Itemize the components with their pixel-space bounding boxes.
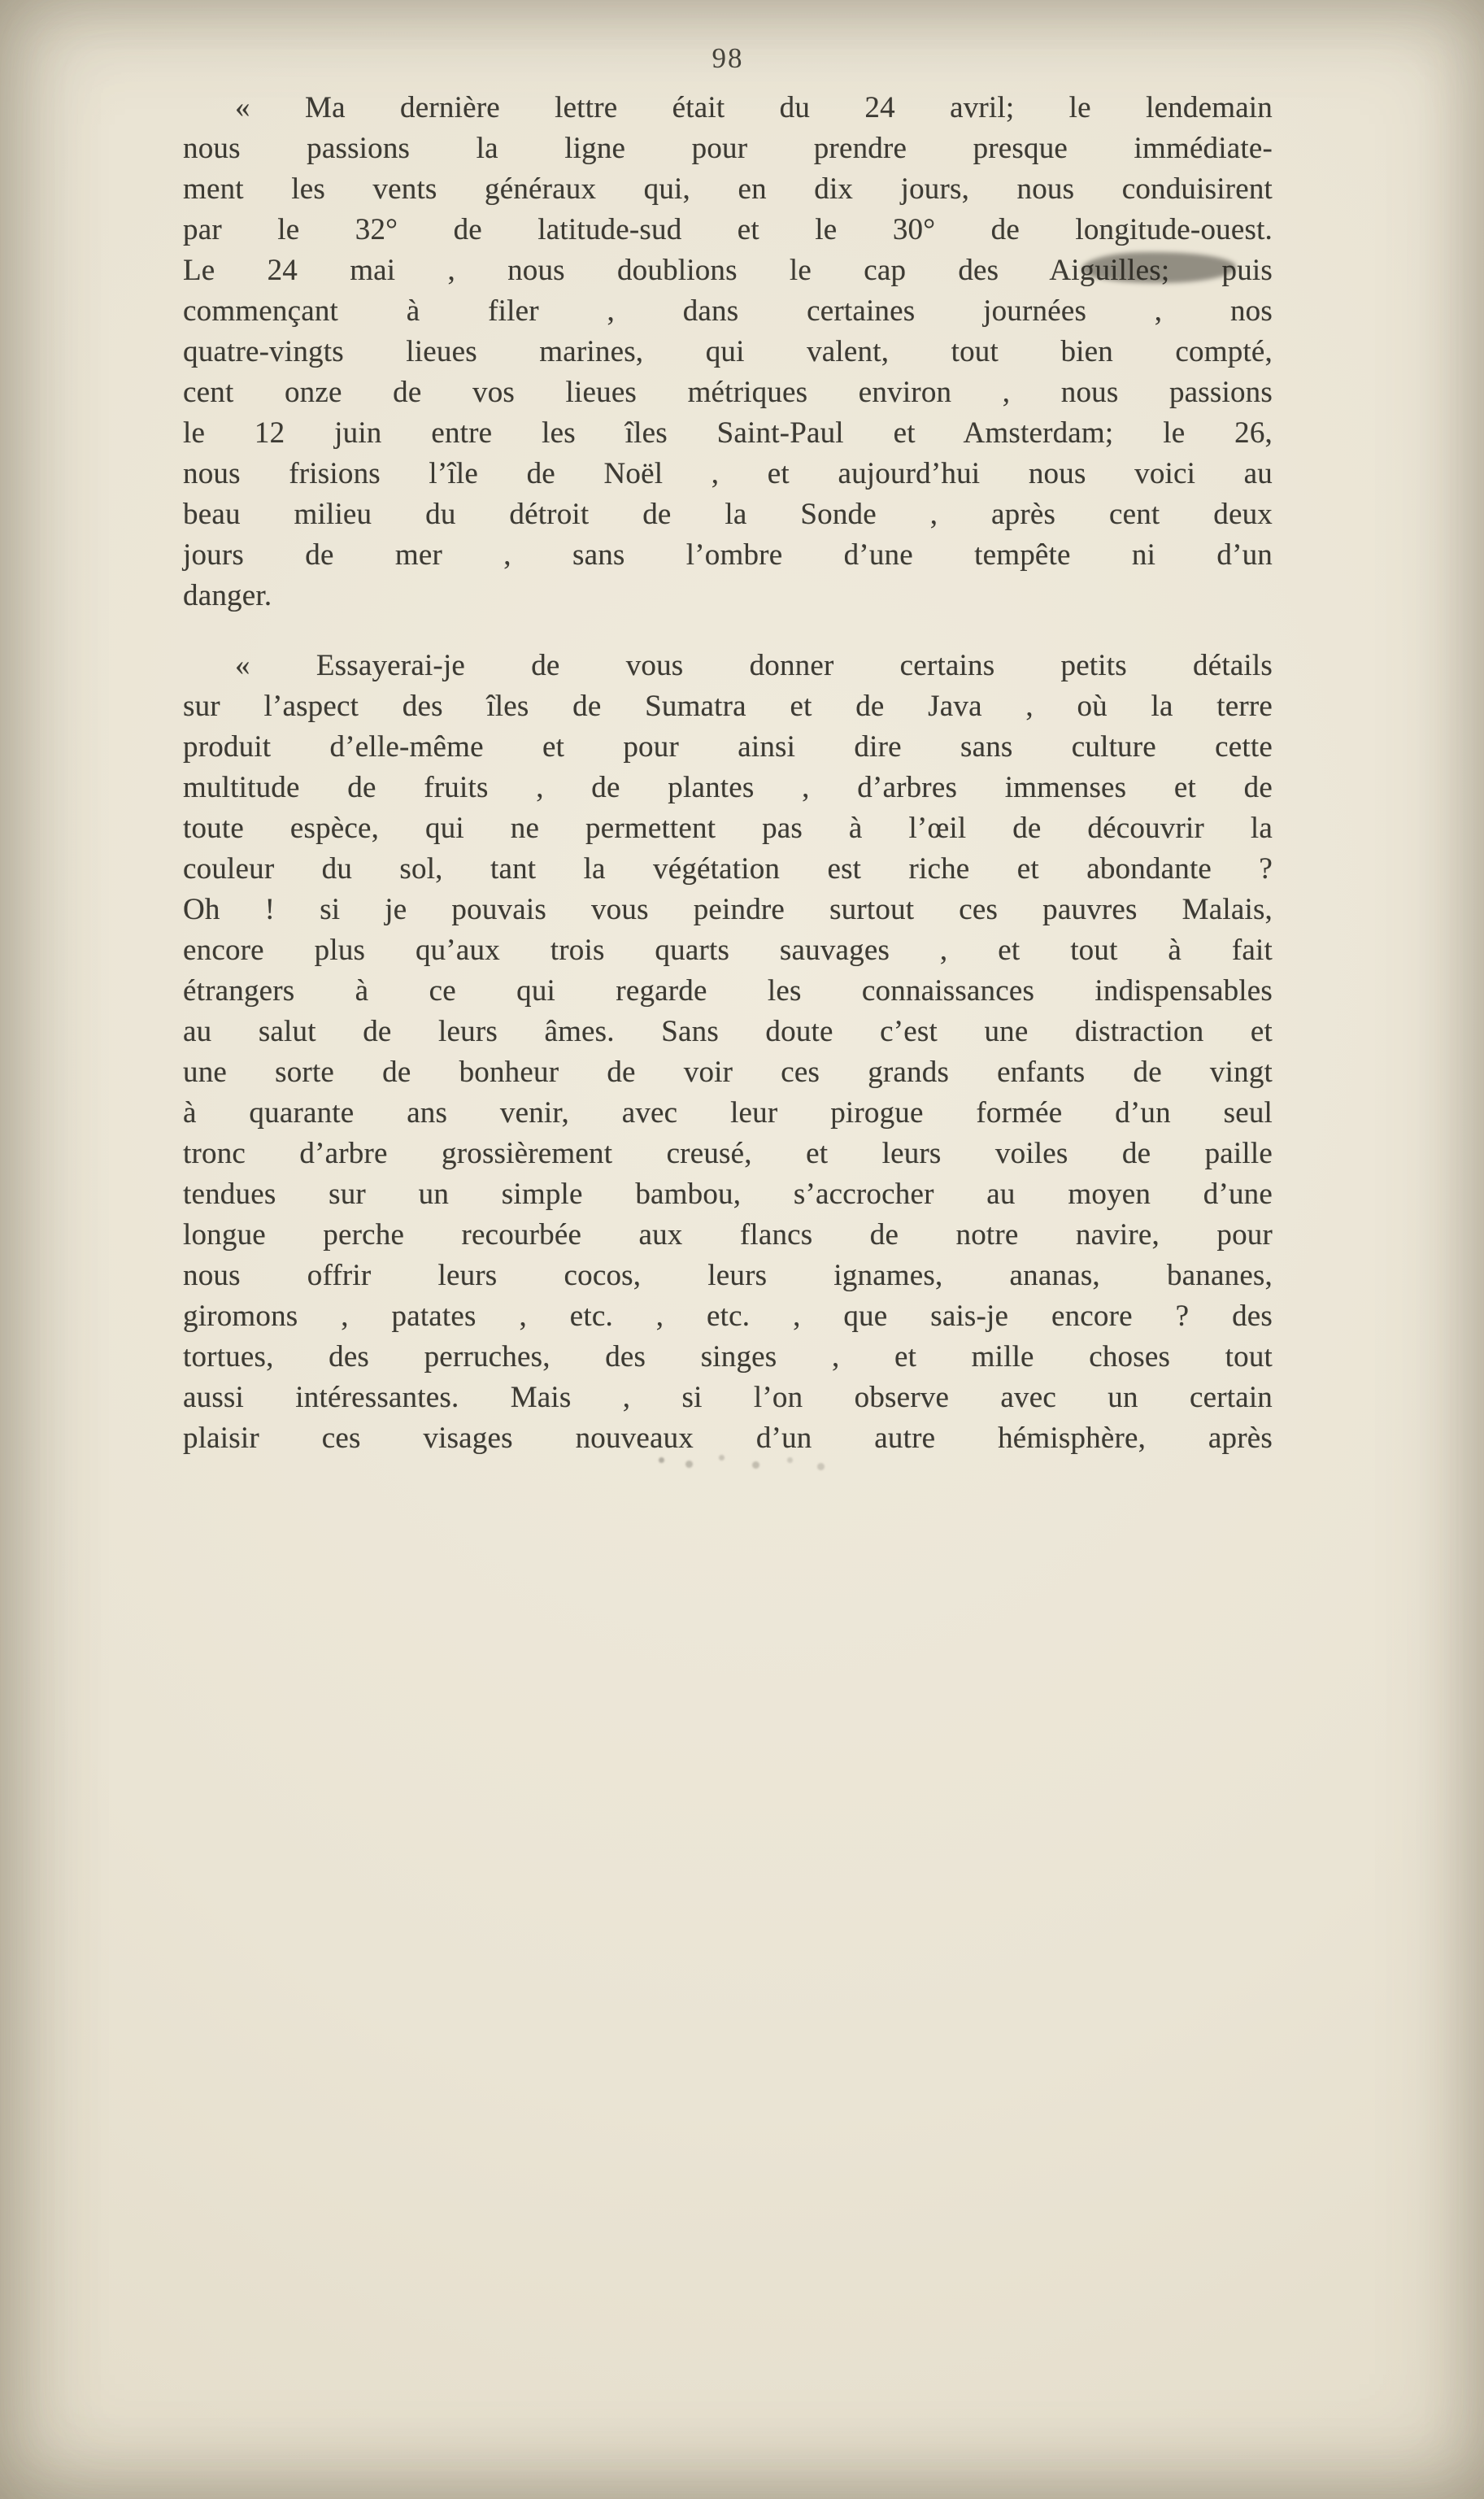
text-line: une sorte de bonheur de voir ces grands enfants de vingt xyxy=(183,1056,1273,1089)
text-line: multitude de fruits , de plantes , d’arbres immenses et de xyxy=(183,771,1273,804)
paragraph-2 xyxy=(183,646,1273,1459)
text-line: étrangers à ce qui regarde les connaissances indispensables xyxy=(183,974,1273,1008)
text-line: au salut de leurs âmes. Sans doute c’est une distraction et xyxy=(183,1015,1273,1048)
ink-smudge xyxy=(659,1457,664,1463)
text-line: à quarante ans venir, avec leur pirogue formée d’un seul xyxy=(183,1096,1273,1130)
text-line: nous passions la ligne pour prendre presque immédiate- xyxy=(183,132,1273,165)
page-number: 98 xyxy=(712,42,744,74)
ink-blot xyxy=(1081,252,1236,283)
text-line: quatre-vingts lieues marines, qui valent, tout bien compté, xyxy=(183,335,1273,368)
text-line: produit d’elle-même et pour ainsi dire sans culture cette xyxy=(183,730,1273,764)
text-line: nous frisions l’île de Noël , et aujourd’hui nous voici au xyxy=(183,457,1273,490)
text-line: danger. xyxy=(183,579,272,612)
text-line: Le 24 mai , nous doublions le cap des Aiguilles; puis xyxy=(183,254,1273,287)
text-line: couleur du sol, tant la végétation est riche et abondante ? xyxy=(183,852,1273,886)
text-line: encore plus qu’aux trois quarts sauvages , et tout à fait xyxy=(183,934,1273,967)
text-line: beau milieu du détroit de la Sonde , après cent deux xyxy=(183,498,1273,531)
text-line: commençant à filer , dans certaines journées , nos xyxy=(183,294,1273,328)
text-line: toute espèce, qui ne permettent pas à l’œil de découvrir la xyxy=(183,812,1273,845)
text-line: giromons , patates , etc. , etc. , que sais-je encore ? des xyxy=(183,1300,1273,1333)
text-line: sur l’aspect des îles de Sumatra et de Java , où la terre xyxy=(183,690,1273,723)
text-line: cent onze de vos lieues métriques environ , nous passions xyxy=(183,376,1273,409)
text-line: jours de mer , sans l’ombre d’une tempête ni d’un xyxy=(183,538,1273,572)
text-line: le 12 juin entre les îles Saint-Paul et Amsterdam; le 26, xyxy=(183,416,1273,450)
text-line: tortues, des perruches, des singes , et mille choses tout xyxy=(183,1340,1273,1374)
paragraph-1 xyxy=(183,88,1273,616)
text-line: Oh ! si je pouvais vous peindre surtout ces pauvres Malais, xyxy=(183,893,1273,926)
text-block xyxy=(183,88,1273,1488)
text-line: longue perche recourbée aux flancs de notre navire, pour xyxy=(183,1218,1273,1252)
text-line: ment les vents généraux qui, en dix jours, nous conduisirent xyxy=(183,172,1273,206)
text-line: tronc d’arbre grossièrement creusé, et leurs voiles de paille xyxy=(183,1137,1273,1170)
text-line: nous offrir leurs cocos, leurs ignames, ananas, bananes, xyxy=(183,1259,1273,1292)
text-line: « Essayerai-je de vous donner certains petits détails xyxy=(235,649,1273,682)
text-line: par le 32° de latitude-sud et le 30° de longitude-ouest. xyxy=(183,213,1273,246)
text-line: aussi intéressantes. Mais , si l’on observe avec un certain xyxy=(183,1381,1273,1414)
text-line: tendues sur un simple bambou, s’accrocher au moyen d’une xyxy=(183,1178,1273,1211)
text-line: plaisir ces visages nouveaux d’un autre hémisphère, après xyxy=(183,1421,1273,1455)
text-line: « Ma dernière lettre était du 24 avril; le lendemain xyxy=(235,91,1273,124)
